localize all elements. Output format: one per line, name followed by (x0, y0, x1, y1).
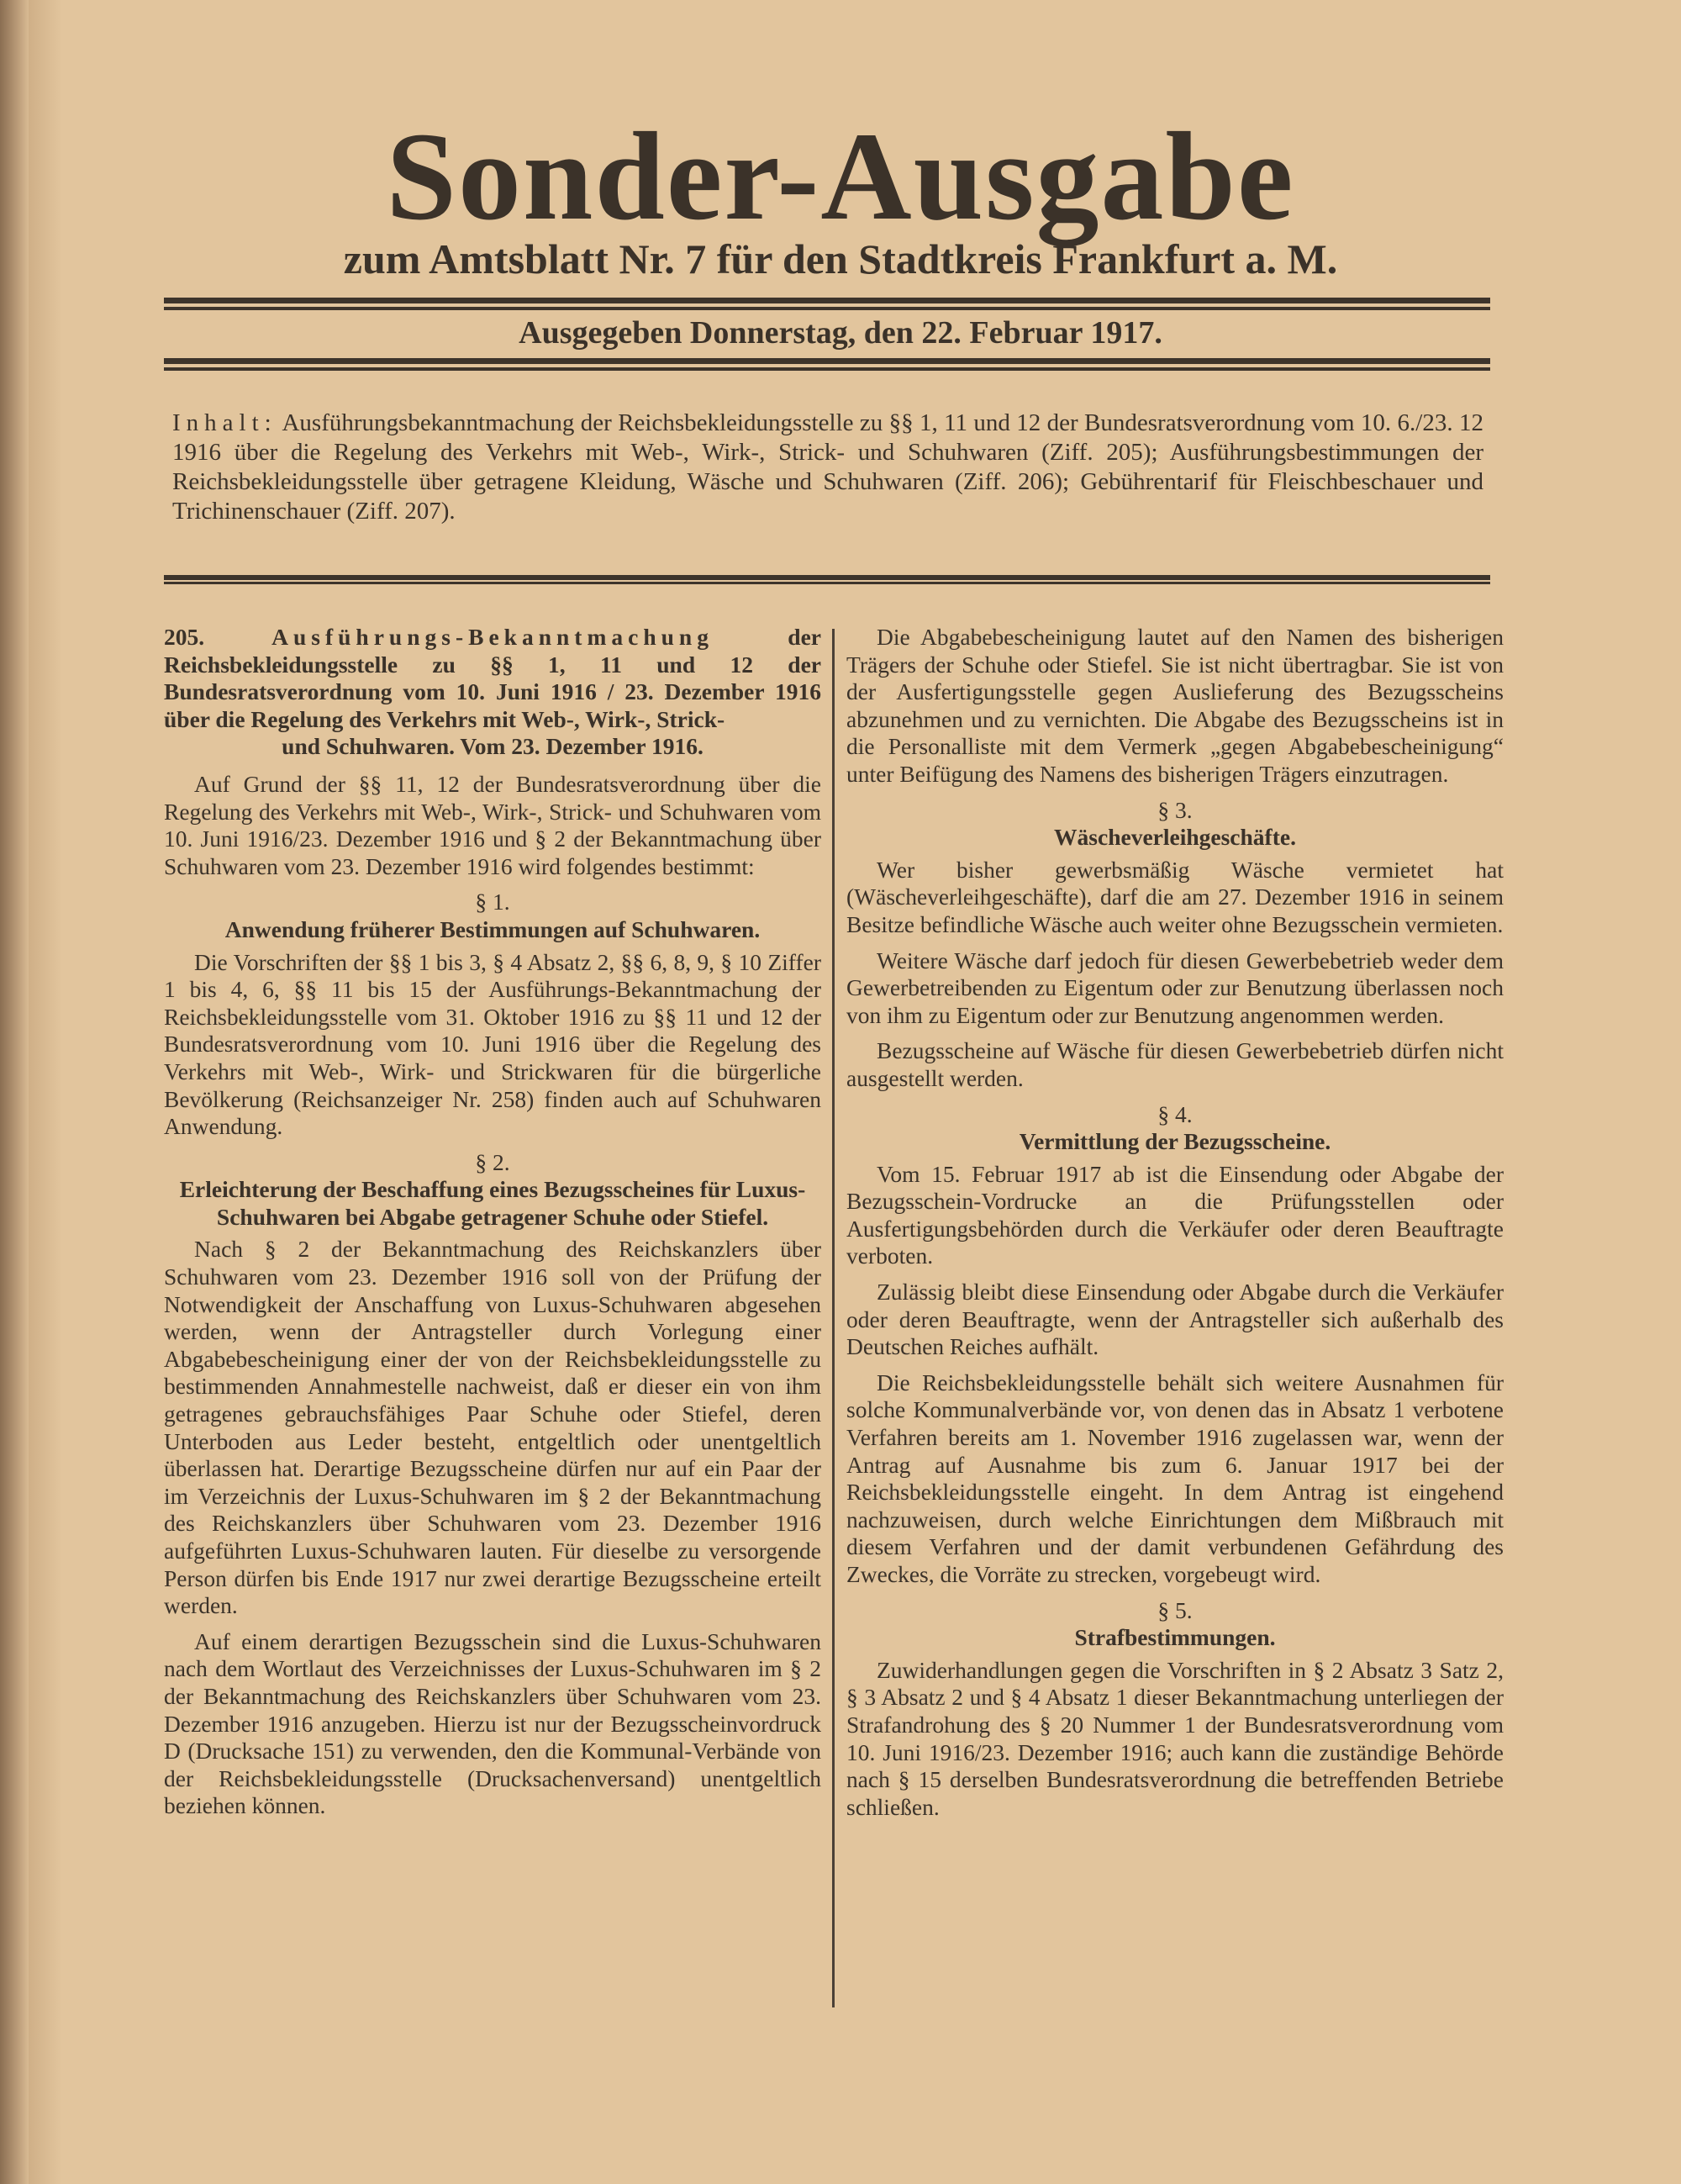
paragraph: Bezugsscheine auf Wäsche für diesen Gewerbebetrieb dürfen nicht ausgestellt werden. (846, 1037, 1504, 1091)
intro-paragraph: Auf Grund der §§ 11, 12 der Bundesratsverordnung über die Regelung des Verkehrs mit Web-, Wirk-, Strick- und Schuhwaren vom 10. Juni 1916/23. Dezember 1916 und § 2 der Bekanntmachung über Schuhwaren vom 23. Dezember 1916 wird folgendes bestimmt: (164, 770, 821, 879)
column-divider (832, 629, 835, 2007)
paragraph: Wer bisher gewerbsmäßig Wäsche vermietet hat (Wäscheverleihgeschäfte), darf die am 27. Dezember 1916 in seinem Besitze befindliche Wäsche auch weiter ohne Bezugsschein vermieten. (846, 856, 1504, 937)
paragraph: Vom 15. Februar 1917 ab ist die Einsendung oder Abgabe der Bezugsschein-Vordrucke an die Prüfungsstellen oder Ausfertigungsbehörden durch die Verkäufer oder deren Beauftragte verboten. (846, 1160, 1504, 1269)
article-subtitle-last: und Schuhwaren. Vom 23. Dezember 1916. (282, 733, 703, 760)
issue-date: Ausgegeben Donnerstag, den 22. Februar 1917. (519, 315, 1162, 351)
paragraph: Auf einem derartigen Bezugsschein sind die Luxus-Schuhwaren nach dem Wortlaut des Verzeichnisses der Luxus-Schuhwaren im § 2 der Bekanntmachung des Reichskanzlers über Schuhwaren vom 23. Dezember 1916 anzugeben. Hierzu ist nur der Bezugsscheinvordruck D (Drucksache 151) zu verwenden, den die Kommunal-Verbände von der Reichsbekleidungsstelle (Drucksachenversand) unentgeltlich beziehen können. (164, 1627, 821, 1819)
column-right (846, 624, 1504, 1829)
section-title: Vermittlung der Bezugsscheine. (1019, 1128, 1331, 1155)
paragraph: Weitere Wäsche darf jedoch für diesen Gewerbebetrieb weder dem Gewerbetreibenden zu Eigentum oder zur Benutzung überlassen noch von ihm zu Eigentum oder zur Benutzung angenommen werden. (846, 947, 1504, 1028)
paragraph: Zulässig bleibt diese Einsendung oder Abgabe durch die Verkäufer oder deren Beauftragte, wenn der Antragsteller sich außerhalb des Deutschen Reiches aufhält. (846, 1279, 1504, 1360)
rule-divider (164, 358, 1490, 371)
article-title: Ausführungs-Bekanntmachung (271, 624, 714, 650)
article-number: 205. (164, 624, 205, 650)
section-mark: § 5. (1157, 1596, 1193, 1623)
contents-text: Ausführungsbekanntmachung der Reichsbekleidungsstelle zu §§ 1, 11 und 12 der Bundesratsverordnung vom 10. 6./23. 12 1916 über die Regelung des Verkehrs mit Web-, Wirk-, Strick- und Schuhwaren (Ziff. 205); Ausführungsbestimmungen der Reichsbekleidungsstelle über getragene Kleidung, Wäsche und Schuhwaren (Ziff. 206); Gebührentarif für Fleischbeschauer und Trichinenschauer (Ziff. 207). (172, 409, 1483, 525)
column-left (164, 624, 821, 1828)
section-title: Strafbestimmungen. (1074, 1624, 1276, 1651)
section-title: Wäscheverleihgeschäfte. (1054, 824, 1296, 851)
section-title: Erleichterung der Beschaffung eines Bezugsscheines für Luxus-Schuhwaren bei Abgabe getragener Schuhe oder Stiefel. (179, 1176, 806, 1230)
article-subtitle: der Reichsbekleidungsstelle zu §§ 1, 11 und 12 der Bundesratsverordnung vom 10. Juni 1916 / 23. Dezember 1916 über die Regelung des Verkehrs mit Web-, Wirk-, Strick- (164, 624, 821, 732)
contents-label: Inhalt: (172, 409, 277, 436)
section-mark: § 4. (1157, 1100, 1193, 1127)
paragraph: Die Vorschriften der §§ 1 bis 3, § 4 Absatz 2, §§ 6, 8, 9, § 10 Ziffer 1 bis 4, 6, §§ 11 bis 15 der Ausführungs-Bekanntmachung der Reichsbekleidungsstelle vom 31. Oktober 1916 zu §§ 11 und 12 der Bundesratsverordnung vom 10. Juni 1916 über die Regelung des Verkehrs mit Web-, Wirk- und Strickwaren für die bürgerliche Bevölkerung (Reichsanzeiger Nr. 258) finden auch auf Schuhwaren Anwendung. (164, 948, 821, 1140)
paragraph: Die Reichsbekleidungsstelle behält sich weitere Ausnahmen für solche Kommunalverbände vor, von denen das in Absatz 1 verbotene Verfahren bereits am 1. November 1916 zugelassen war, wenn der Antrag auf Ausnahme bis zum 6. Januar 1917 bei der Reichsbekleidungsstelle eingeht. In dem Antrag ist eingehend nachzuweisen, durch welche Einrichtungen dem Mißbrauch mit diesem Verfahren und der damit verbundenen Gefährdung des Zweckes, die Vorräte zu strecken, vorgebeugt wird. (846, 1369, 1504, 1587)
masthead-subtitle: zum Amtsblatt Nr. 7 für den Stadtkreis Frankfurt a. M. (343, 235, 1338, 282)
paragraph: Die Abgabebescheinigung lautet auf den Namen des bisherigen Trägers der Schuhe oder Stiefel. Sie ist nicht übertragbar. Sie ist von der Ausfertigungsstelle gegen Auslieferung des Bezugsscheins abzunehmen und zu vernichten. Die Abgabe des Bezugsscheins ist in die Personalliste mit dem Vermerk „gegen Abgabebescheinigung“ unter Beifügung des Namens des bisherigen Trägers einzutragen. (846, 624, 1504, 787)
section-mark: § 2. (475, 1148, 510, 1175)
rule-divider (164, 298, 1490, 310)
article-heading (164, 624, 821, 761)
masthead-title: Sonder-Ausgabe (386, 107, 1295, 246)
section-title: Anwendung früherer Bestimmungen auf Schuhwaren. (224, 915, 761, 942)
rule-divider (164, 575, 1490, 584)
section-mark: § 1. (475, 889, 510, 915)
paragraph: Nach § 2 der Bekanntmachung des Reichskanzlers über Schuhwaren vom 23. Dezember 1916 soll von der Prüfung der Notwendigkeit der Anschaffung von Luxus-Schuhwaren abgesehen werden, wenn der Antragsteller durch Vorlegung einer Abgabebescheinigung einer der von der Reichsbekleidungsstelle zu bestimmenden Annahmestelle nachweist, daß er dieser ein von ihm getragenes gebrauchsfähiges Paar Schuhe oder Stiefel, deren Unterboden aus Leder besteht, entgeltlich oder unentgeltlich überlassen hat. Derartige Bezugsscheine dürfen nur auf ein Paar der im Verzeichnis der Luxus-Schuhwaren im § 2 der Bekanntmachung des Reichskanzlers über Schuhwaren vom 23. Dezember 1916 aufgeführten Luxus-Schuhwaren lauten. Für dieselbe zu versorgende Person dürfen bis Ende 1917 nur zwei derartige Bezugsscheine erteilt werden. (164, 1236, 821, 1619)
table-of-contents (172, 409, 1483, 526)
section-mark: § 3. (1157, 796, 1193, 823)
paragraph: Zuwiderhandlungen gegen die Vorschriften in § 2 Absatz 3 Satz 2, § 3 Absatz 2 und § 4 Absatz 1 dieser Bekanntmachung unterliegen der Strafandrohung des § 20 Nummer 1 der Bundesratsverordnung vom 10. Juni 1916/23. Dezember 1916; auch kann die zuständige Behörde nach § 15 derselben Bundesratsverordnung die betreffenden Betriebe schließen. (846, 1656, 1504, 1820)
